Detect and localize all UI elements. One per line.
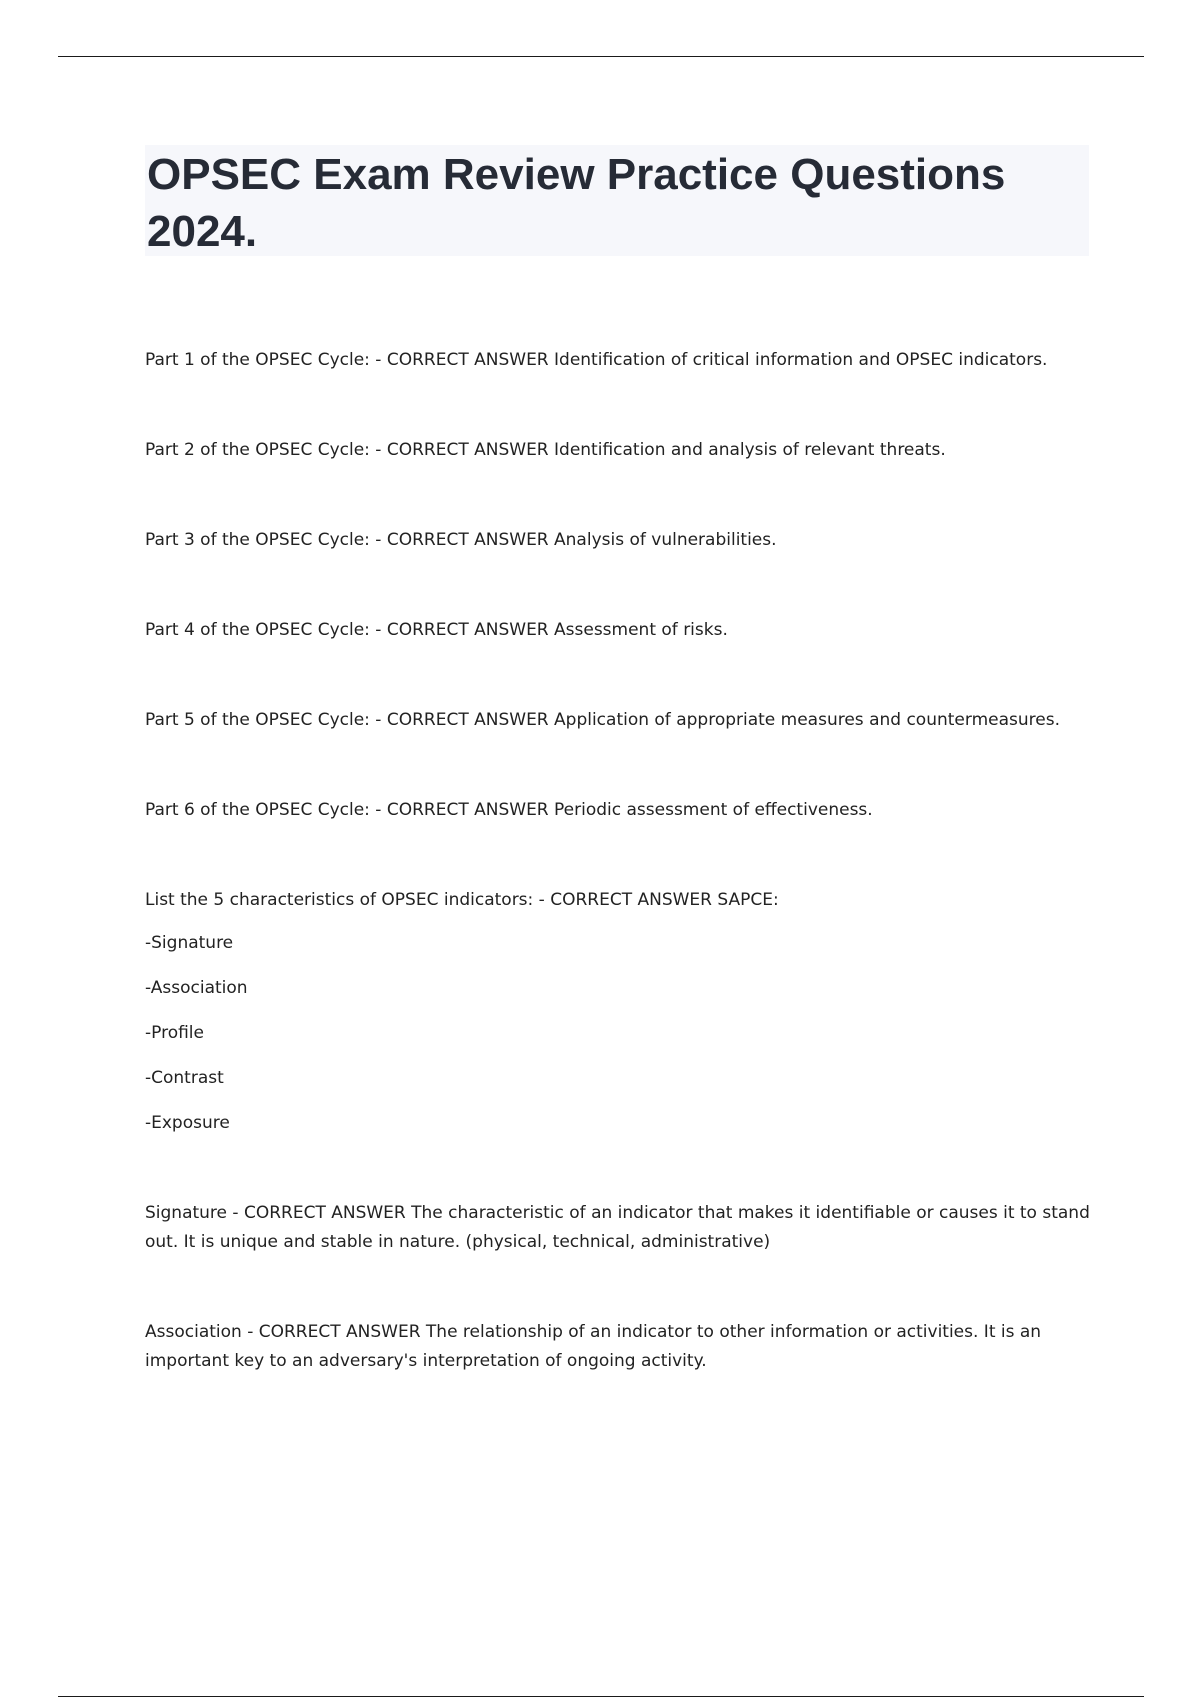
bottom-rule (58, 1696, 1144, 1697)
qa-item-part-5: Part 5 of the OPSEC Cycle: - CORRECT ANSWER Application of appropriate measures and countermeasures. (145, 710, 1060, 730)
list-question: List the 5 characteristics of OPSEC indicators: - CORRECT ANSWER SAPCE: (145, 890, 779, 910)
qa-item-part-1: Part 1 of the OPSEC Cycle: - CORRECT ANSWER Identification of critical information and OPSEC indicators. (145, 350, 1048, 370)
list-item-profile: -Profile (145, 1023, 204, 1043)
definition-signature: Signature - CORRECT ANSWER The characteristic of an indicator that makes it identifiable or causes it to stand out. It is unique and stable in nature. (physical, technical, administrative) (145, 1203, 1090, 1252)
characteristics-list (145, 929, 1090, 1138)
list-item-association: -Association (145, 978, 248, 998)
qa-item-part-4: Part 4 of the OPSEC Cycle: - CORRECT ANSWER Assessment of risks. (145, 620, 728, 640)
top-rule (58, 56, 1144, 57)
page-title: OPSEC Exam Review Practice Questions 2024. (147, 150, 1006, 256)
qa-item-part-2: Part 2 of the OPSEC Cycle: - CORRECT ANSWER Identification and analysis of relevant threats. (145, 440, 946, 460)
list-item-exposure: -Exposure (145, 1113, 230, 1133)
document-body (145, 346, 1090, 1437)
definition-association: Association - CORRECT ANSWER The relationship of an indicator to other information or activities. It is an important key to an adversary's interpretation of ongoing activity. (145, 1322, 1042, 1371)
qa-item-part-3: Part 3 of the OPSEC Cycle: - CORRECT ANSWER Analysis of vulnerabilities. (145, 530, 777, 550)
list-item-signature: -Signature (145, 933, 234, 953)
list-item-contrast: -Contrast (145, 1068, 224, 1088)
characteristics-list-block (145, 886, 1090, 1138)
qa-item-part-6: Part 6 of the OPSEC Cycle: - CORRECT ANSWER Periodic assessment of effectiveness. (145, 800, 873, 820)
